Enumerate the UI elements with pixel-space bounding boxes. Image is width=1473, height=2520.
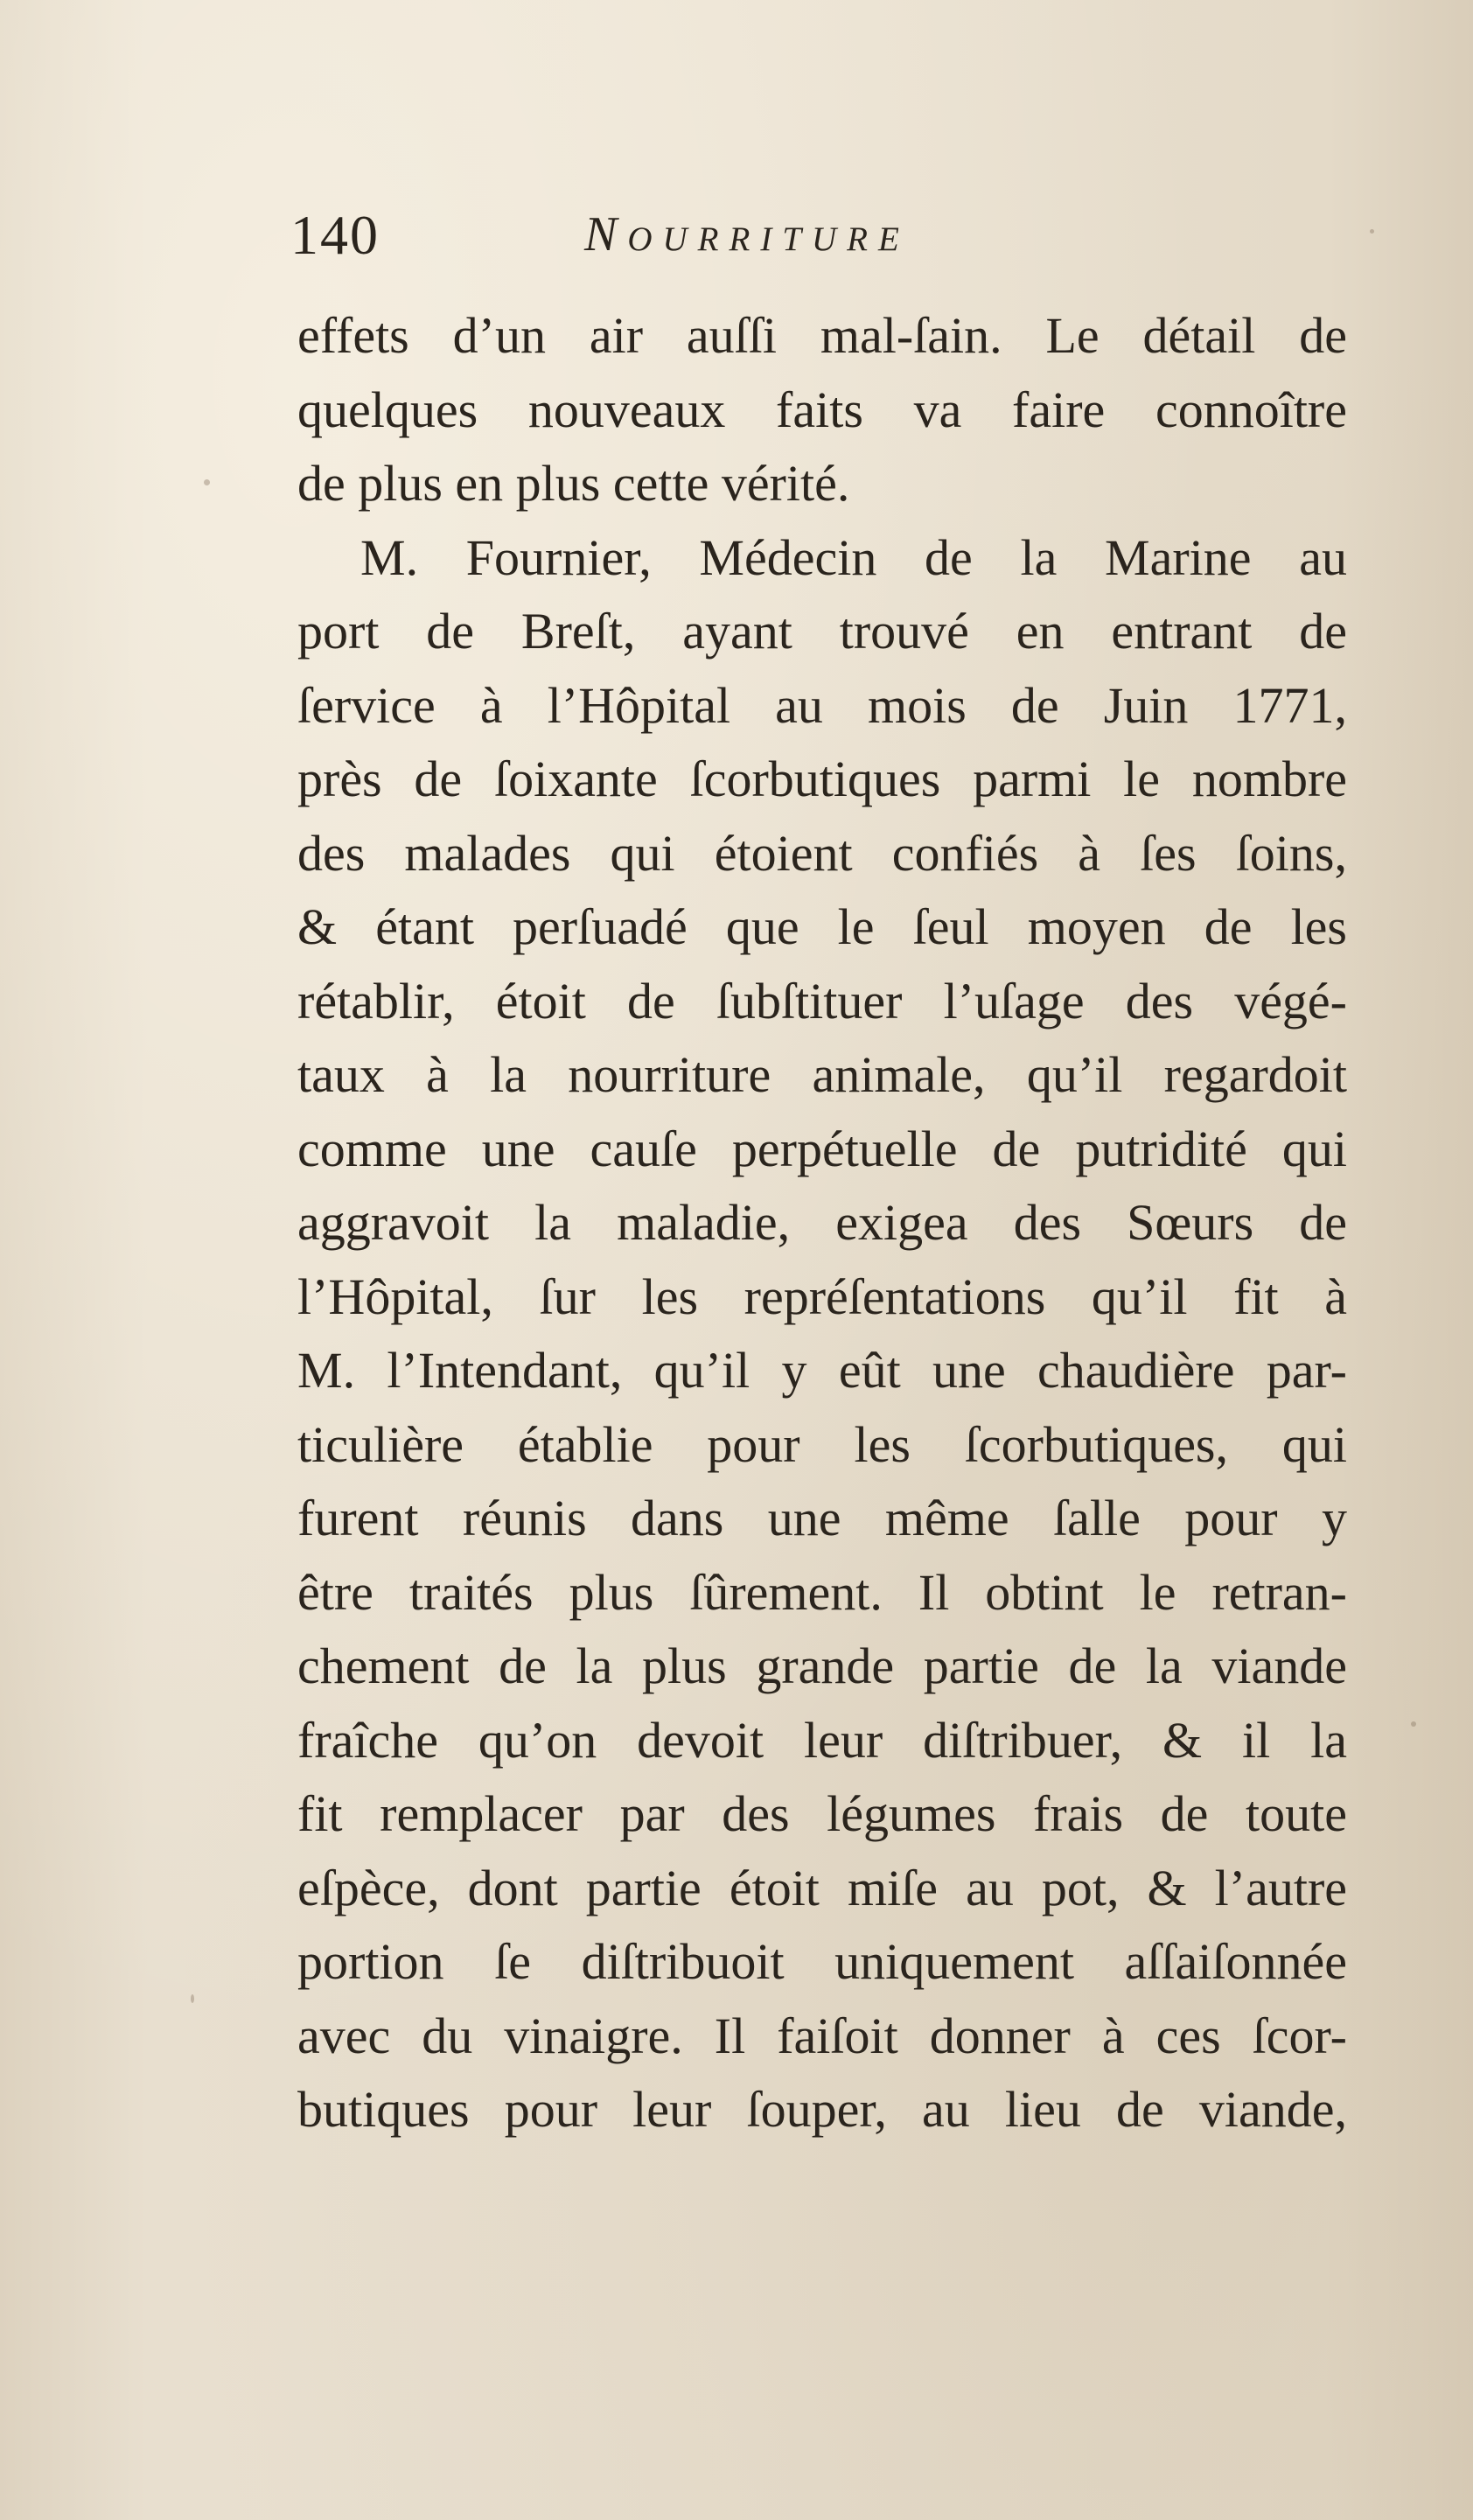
- text-line: M. l’Intendant, qu’il y eût une chaudière par-: [297, 1342, 1347, 1399]
- paper-speck: [191, 1994, 194, 2003]
- text-line: de plus en plus cette vérité.: [297, 455, 850, 512]
- text-line: eſpèce, dont partie étoit miſe au pot, & l’autre: [297, 1859, 1347, 1916]
- text-line: & étant perſuadé que le ſeul moyen de les: [297, 898, 1347, 955]
- text-line: effets d’un air auſſi mal-ſain. Le détail de: [297, 307, 1347, 364]
- text-line: rétablir, étoit de ſubſtituer l’uſage des végé-: [297, 972, 1347, 1030]
- text-line: M. Fournier, Médecin de la Marine au: [360, 528, 1347, 586]
- running-head: Nourriture: [584, 207, 910, 262]
- text-line: ticulière établie pour les ſcorbutiques, qui: [297, 1415, 1347, 1473]
- text-line: butiques pour leur ſouper, au lieu de viande,: [297, 2081, 1347, 2138]
- text-line: près de ſoixante ſcorbutiques parmi le nombre: [297, 750, 1347, 807]
- text-line: comme une cauſe perpétuelle de putridité qui: [297, 1120, 1347, 1177]
- text-line: être traités plus ſûrement. Il obtint le retran-: [297, 1563, 1347, 1621]
- text-line: l’Hôpital, ſur les repréſentations qu’il fit à: [297, 1267, 1347, 1325]
- text-line: furent réunis dans une même ſalle pour y: [297, 1490, 1347, 1546]
- text-line: ſervice à l’Hôpital au mois de Juin 1771,: [297, 676, 1347, 734]
- text-line: portion ſe diſtribuoit uniquement aſſaiſonnée: [297, 1933, 1347, 1990]
- text-line: port de Breſt, ayant trouvé en entrant de: [297, 603, 1347, 660]
- text-line: des malades qui étoient confiés à ſes ſoins,: [297, 824, 1347, 882]
- text-line: aggravoit la maladie, exigea des Sœurs de: [297, 1194, 1347, 1251]
- page-header: [290, 203, 1358, 282]
- text-line: avec du vinaigre. Il faiſoit donner à ces ſcor-: [297, 2007, 1347, 2064]
- text-line: chement de la plus grande partie de la viande: [297, 1637, 1347, 1694]
- page-number: 140: [290, 204, 380, 266]
- paper-speck: [204, 479, 210, 485]
- paper-speck: [1370, 229, 1374, 234]
- text-line: quelques nouveaux faits va faire connoître: [297, 380, 1347, 438]
- paper-speck: [1411, 1721, 1416, 1727]
- text-line: fraîche qu’on devoit leur diſtribuer, & il la: [297, 1711, 1347, 1769]
- body-text: [297, 299, 1347, 2147]
- text-line: fit remplacer par des légumes frais de toute: [297, 1785, 1347, 1842]
- text-line: taux à la nourriture animale, qu’il regardoit: [297, 1046, 1347, 1103]
